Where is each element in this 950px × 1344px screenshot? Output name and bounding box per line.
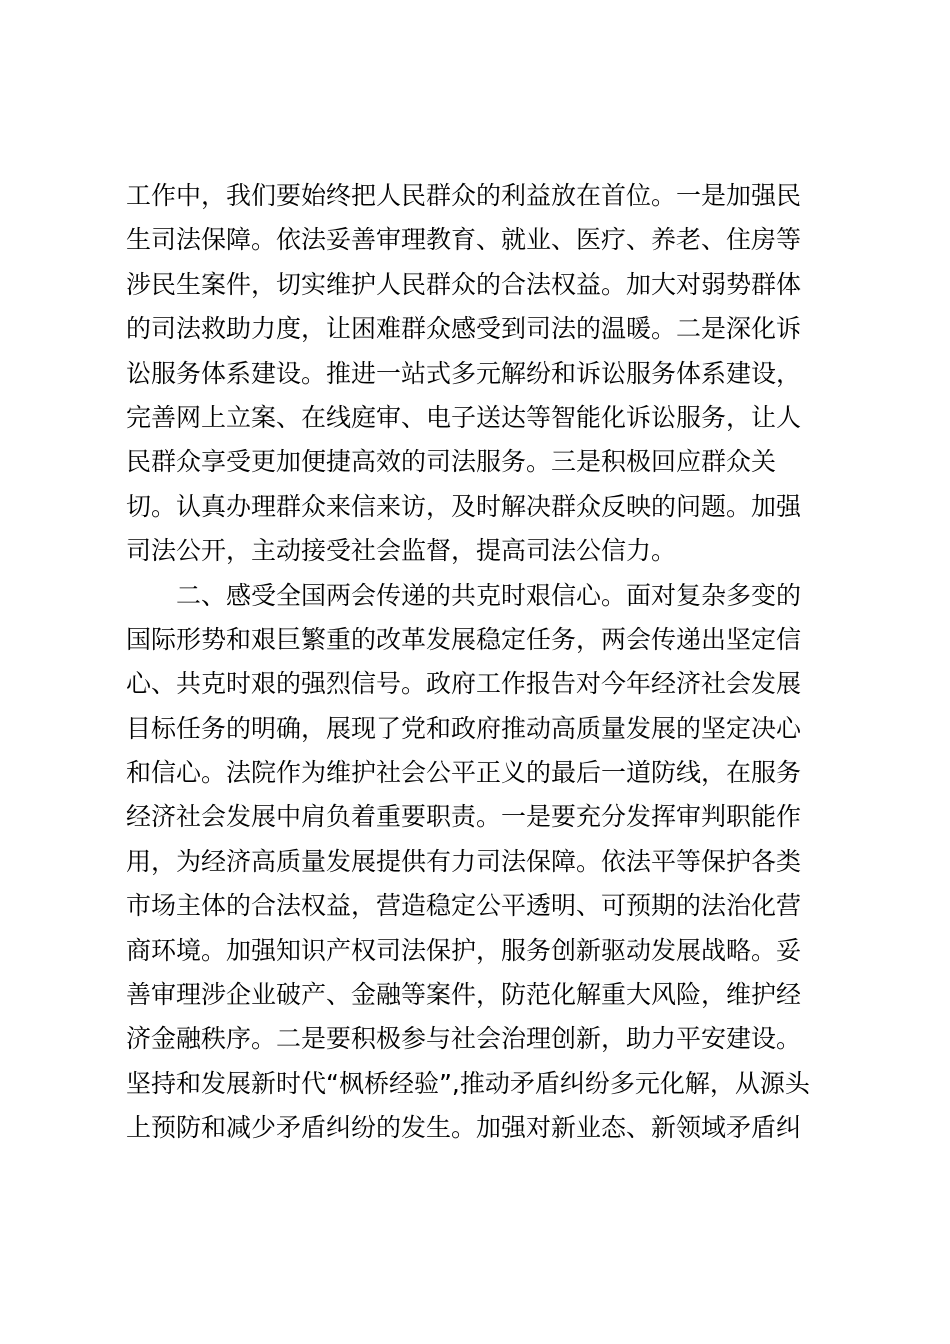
text-line: 切。认真办理群众来信来访，及时解决群众反映的问题。加强 [126,491,802,521]
text-line: 讼服务体系建设。推进一站式多元解纷和诉讼服务体系建设， [126,358,802,388]
text-line: 商环境。加强知识产权司法保护，服务创新驱动发展战略。妥 [126,935,802,965]
body-text [126,174,826,1151]
paragraph-heading-line: 二、感受全国两会传递的共克时艰信心。面对复杂多变的 [176,580,802,610]
text-line: 市场主体的合法权益，营造稳定公平透明、可预期的法治化营 [126,891,802,921]
text-line: 完善网上立案、在线庭审、电子送达等智能化诉讼服务，让人 [126,402,802,432]
text-line: 生司法保障。依法妥善审理教育、就业、医疗、养老、住房等 [126,225,802,255]
text-line: 民群众享受更加便捷高效的司法服务。三是积极回应群众关 [126,447,777,477]
text-line: 目标任务的明确，展现了党和政府推动高质量发展的坚定决心 [126,713,802,743]
text-line: 坚持和发展新时代“枫桥经验”,推动矛盾纠纷多元化解，从源头 [126,1068,810,1098]
text-line: 用，为经济高质量发展提供有力司法保障。依法平等保护各类 [126,846,802,876]
text-line: 涉民生案件，切实维护人民群众的合法权益。加大对弱势群体 [126,269,802,299]
text-line: 上预防和减少矛盾纠纷的发生。加强对新业态、新领域矛盾纠 [126,1113,802,1143]
text-line: 和信心。法院作为维护社会公平正义的最后一道防线，在服务 [126,758,802,788]
text-line: 司法公开，主动接受社会监督，提高司法公信力。 [126,536,677,566]
text-line: 心、共克时艰的强烈信号。政府工作报告对今年经济社会发展 [126,669,802,699]
text-line: 的司法救助力度，让困难群众感受到司法的温暖。二是深化诉 [126,314,802,344]
text-line: 济金融秩序。二是要积极参与社会治理创新，助力平安建设。 [126,1024,802,1054]
text-line: 国际形势和艰巨繁重的改革发展稳定任务，两会传递出坚定信 [126,624,802,654]
text-line: 经济社会发展中肩负着重要职责。一是要充分发挥审判职能作 [126,802,802,832]
text-line: 善审理涉企业破产、金融等案件，防范化解重大风险，维护经 [126,980,802,1010]
text-line: 工作中，我们要始终把人民群众的利益放在首位。一是加强民 [126,181,802,210]
